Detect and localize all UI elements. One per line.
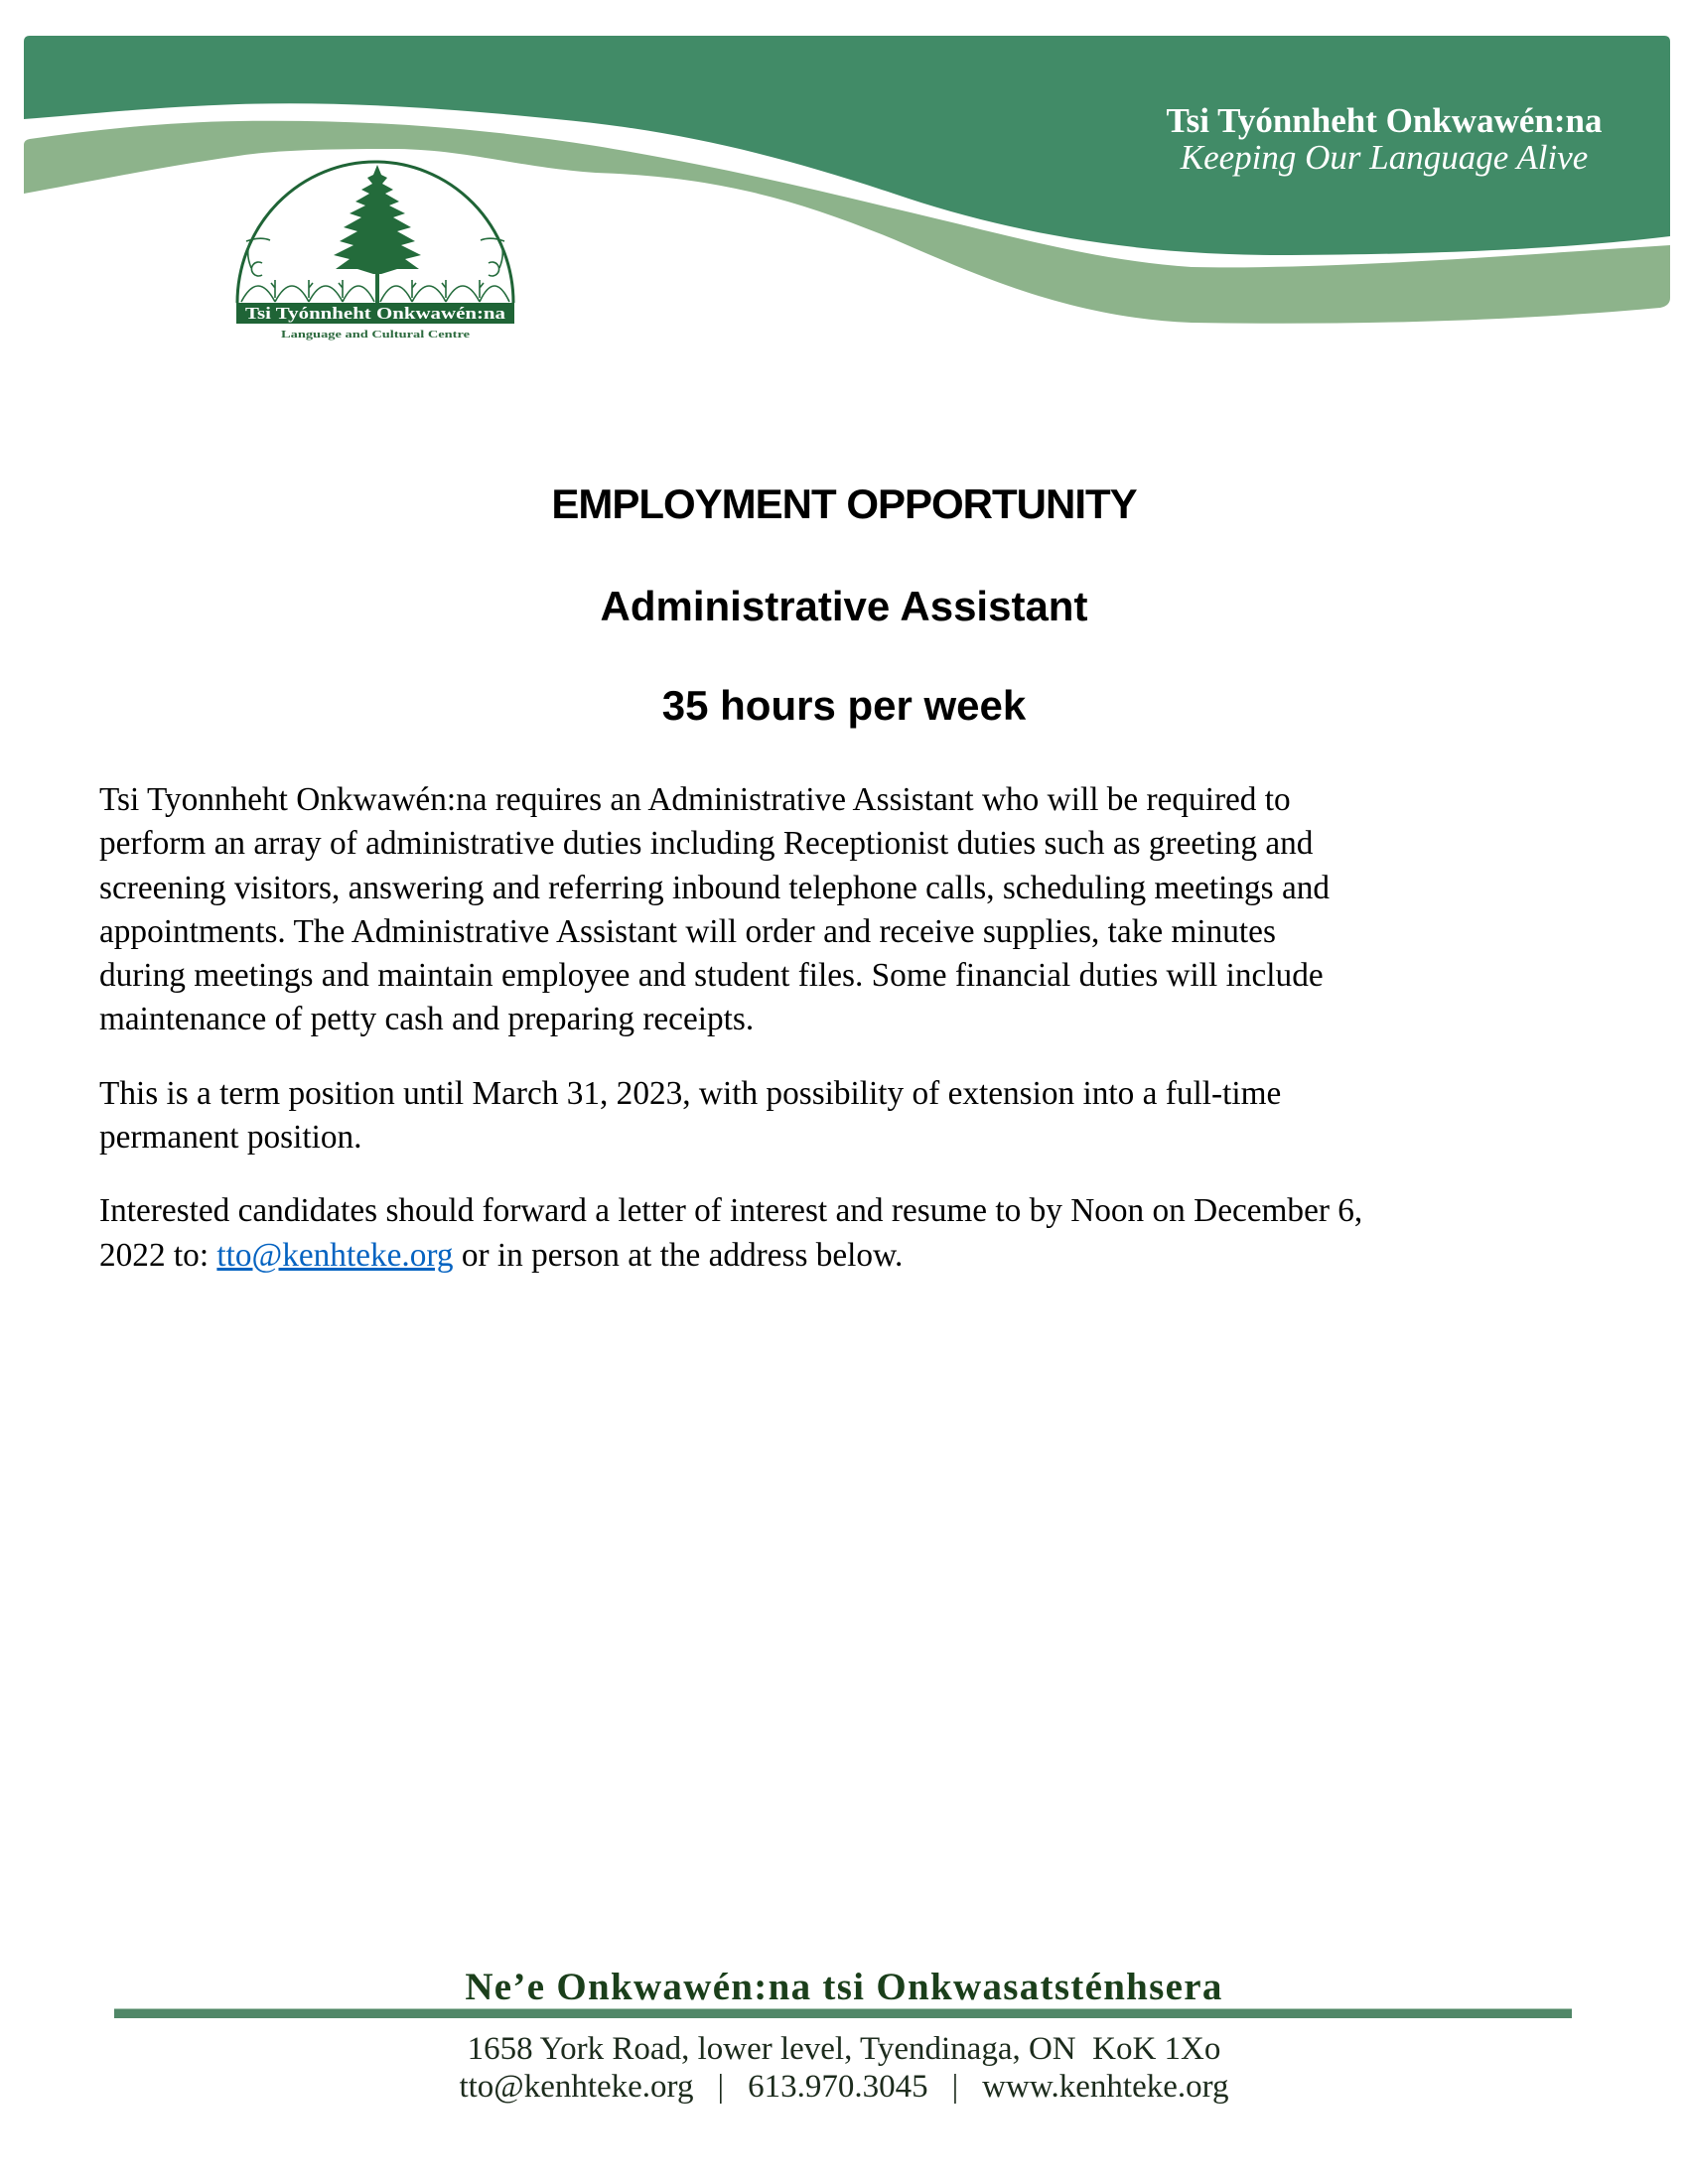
footer-motto: Ne’e Onkwawén:na tsi Onkwasatsténhsera xyxy=(465,1966,1223,2008)
footer-contact xyxy=(0,2068,1688,2106)
text-fragment: 2022 to: xyxy=(99,1236,217,1274)
text-line: maintenance of petty cash and preparing receipts. xyxy=(99,1001,755,1038)
header-tagline: Keeping Our Language Alive xyxy=(1180,138,1589,177)
paragraph-duties xyxy=(99,778,1609,1042)
text-line: perform an array of administrative duties including Receptionist duties such as greeting and xyxy=(99,825,1314,863)
logo-name: Tsi Tyónnheht Onkwawén:na xyxy=(245,304,506,323)
header-banner xyxy=(0,0,1688,397)
text-line: permanent position. xyxy=(99,1119,362,1157)
footer-separator: | xyxy=(717,2069,725,2105)
footer-separator: | xyxy=(951,2069,959,2105)
job-description xyxy=(99,778,1609,1278)
paragraph-term xyxy=(99,1072,1609,1160)
footer-phone: 613.970.3045 xyxy=(748,2069,928,2105)
job-hours: 35 hours per week xyxy=(661,682,1027,729)
text-line xyxy=(99,1234,1609,1278)
posting-heading: EMPLOYMENT OPPORTUNITY xyxy=(551,480,1137,527)
footer-website: www.kenhteke.org xyxy=(982,2069,1229,2105)
header-org-name: Tsi Tyónnheht Onkwawén:na xyxy=(1166,101,1603,140)
paragraph-apply xyxy=(99,1189,1609,1278)
paragraph-spacer xyxy=(99,1042,1609,1072)
job-title: Administrative Assistant xyxy=(600,583,1088,629)
text-line: screening visitors, answering and referring inbound telephone calls, scheduling meetings and xyxy=(99,869,1331,906)
logo xyxy=(236,162,514,341)
email-link[interactable]: tto@kenhteke.org xyxy=(216,1236,454,1274)
footer-divider xyxy=(114,2008,1572,2018)
footer-address: 1658 York Road, lower level, Tyendinaga, ON KoK 1Xo xyxy=(467,2031,1221,2067)
text-fragment: or in person at the address below. xyxy=(453,1236,904,1274)
text-line: Tsi Tyonnheht Onkwawén:na requires an Administrative Assistant who will be required to xyxy=(99,781,1291,818)
text-line: Interested candidates should forward a letter of interest and resume to by Noon on December 6, xyxy=(99,1192,1363,1230)
footer-email: tto@kenhteke.org xyxy=(459,2069,694,2105)
logo-subtitle: Language and Cultural Centre xyxy=(281,329,471,341)
text-line: during meetings and maintain employee and student files. Some financial duties will include xyxy=(99,957,1324,995)
text-line: This is a term position until March 31, 2023, with possibility of extension into a full-time xyxy=(99,1074,1282,1112)
paragraph-spacer xyxy=(99,1160,1609,1189)
text-line: appointments. The Administrative Assistant will order and receive supplies, take minutes xyxy=(99,912,1276,950)
pine-tree-icon xyxy=(334,165,421,304)
